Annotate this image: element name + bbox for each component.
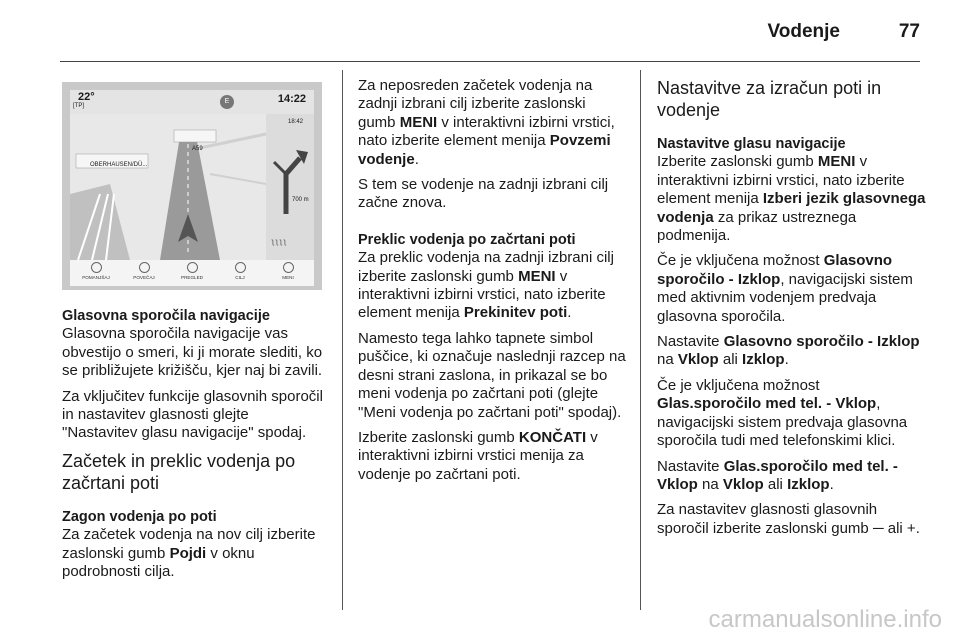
- screen-clock: 14:22: [277, 93, 306, 105]
- energy-icon: E: [220, 95, 234, 109]
- column-1: [62, 307, 328, 588]
- screen-status-bar: [70, 90, 314, 114]
- destination-search-icon: [235, 262, 246, 273]
- header-rule: [60, 61, 920, 62]
- map-graphic: [70, 114, 266, 260]
- paragraph: Glasovna sporočila navigacije vas obvestijo o smeri, ki ji morate slediti, ko se približujete križišču, kjer naj bi zavili.: [62, 325, 323, 380]
- paragraph: Za nastavitev glasnosti glasovnih sporočil izberite zaslonski gumb ─ ali +.: [657, 501, 920, 537]
- heading-cancel-guidance: Preklic vodenja po začrtani poti: [358, 231, 576, 248]
- column-divider: [342, 70, 343, 610]
- heading-voice-messages: Glasovna sporočila navigacije: [62, 308, 270, 324]
- screen-tp-label: [TP]: [73, 103, 85, 109]
- paragraph: Izberite zaslonski gumb KONČATI v interaktivni izbirni vrstici menija za vodenje po začrtani poti.: [358, 428, 598, 483]
- menu-button[interactable]: MENI: [264, 262, 312, 280]
- paragraph: Za neposreden začetek vodenja na zadnji izbrani cilj izberite zaslonski gumb MENI v interaktivni izbirni vrstici, nato izberite element menija Povzemi vodenje.: [358, 77, 615, 168]
- screen-temperature: 22°: [78, 91, 95, 103]
- overview-button[interactable]: PREGLED: [168, 262, 216, 280]
- turn-arrow-icon: [266, 114, 314, 260]
- map-place-label: OBERHAUSEN/DÜ...: [90, 162, 148, 168]
- page-header: [0, 0, 960, 60]
- paragraph: S tem se vodenje na zadnji izbrani cilj začne znova.: [358, 176, 609, 212]
- page-number: 77: [898, 21, 920, 42]
- paragraph: Za preklic vodenja na zadnji izbrani cilj izberite zaslonski gumb MENI v interaktivni izbirni vrstici, nato izberite element menija Prekinitev poti.: [358, 249, 614, 322]
- zoom-in-button[interactable]: POVEČAJ: [120, 262, 168, 280]
- heading-start-cancel: Začetek in preklic vodenja po začrtani poti: [62, 450, 296, 493]
- watermark: carmanualsonline.info: [708, 606, 942, 633]
- minus-icon: [91, 262, 102, 273]
- column-2: [358, 77, 626, 491]
- heading-start-guidance: Zagon vodenja po poti: [62, 508, 217, 525]
- paragraph: Za začetek vodenja na nov cilj izberite zaslonski gumb Pojdi v oknu podrobnosti cilja.: [62, 526, 316, 581]
- navigation-screen-figure: [62, 82, 322, 290]
- screen-distance: 700 m: [292, 197, 309, 203]
- paragraph: Če je vključena možnost Glasovno sporočilo - Izklop, navigacijski sistem med aktivnim vodenjem predvaja glasovna sporočila.: [657, 252, 913, 325]
- screen-button-bar: [70, 260, 314, 286]
- paragraph: Nastavite Glasovno sporočilo - Izklop na Vklop ali Izklop.: [657, 333, 920, 369]
- column-divider: [640, 70, 641, 610]
- plus-icon: [139, 262, 150, 273]
- paragraph: Nastavite Glas.sporočilo med tel. - Vklop na Vklop ali Izklop.: [657, 457, 898, 493]
- page-title: Vodenje: [767, 21, 840, 42]
- heading-route-settings: Nastavitve za izračun poti in vodenje: [657, 78, 882, 120]
- heading-voice-settings: Nastavitve glasu navigacije: [657, 136, 846, 152]
- map-road-label: A59: [192, 146, 203, 152]
- overview-icon: [187, 262, 198, 273]
- column-3: [657, 77, 927, 545]
- destination-button[interactable]: CILJ: [216, 262, 264, 280]
- screen-arrival-time: 18:42: [288, 119, 304, 125]
- zoom-out-button[interactable]: POMANJŠAJ: [72, 262, 120, 280]
- paragraph: Namesto tega lahko tapnete simbol puščice, ki označuje naslednji razcep na desni strani zaslona, in prikazal se bo meni vodenja po začrtani poti (glejte "Meni vodenja po začrtani poti" spodaj).: [358, 329, 626, 421]
- paragraph: Če je vključena možnost Glas.sporočilo med tel. - Vklop, navigacijski sistem predvaja glasovna sporočila tudi med telefonskimi klici.: [657, 376, 908, 450]
- svg-text:ʅ ʅ ʅ ʅ: ʅ ʅ ʅ ʅ: [272, 237, 286, 246]
- screen-map: [70, 114, 266, 260]
- screen-display: [70, 90, 314, 260]
- menu-icon: [283, 262, 294, 273]
- paragraph: Izberite zaslonski gumb MENI v interaktivni izbirni vrstici, nato izberite element menija Izberi jezik glasovnega vodenja za prikaz ustreznega podmenija.: [657, 153, 926, 245]
- paragraph: Za vključitev funkcije glasovnih sporočil in nastavitev glasnosti glejte "Nastavitev glasu navigacije" spodaj.: [62, 387, 323, 442]
- screen-turn-panel: [266, 114, 314, 260]
